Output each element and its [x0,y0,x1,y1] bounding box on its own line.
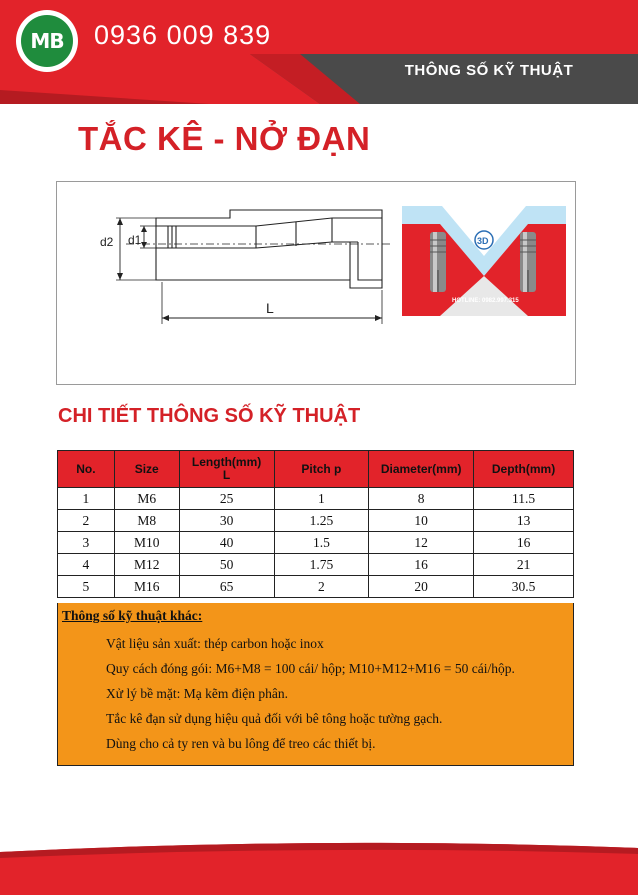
spec-line-packaging: Quy cách đóng gói: M6+M8 = 100 cái/ hộp; M10+M12+M16 = 50 cái/hộp. [106,661,515,676]
cell-depth: 11.5 [474,488,574,510]
cell-pitch: 1 [274,488,369,510]
dimension-d1-label: d1 [128,233,142,247]
cell-diameter: 12 [369,532,474,554]
technical-drawing [96,196,396,336]
anchor-photo-left [430,232,446,292]
cell-depth: 21 [474,554,574,576]
cell-depth: 16 [474,532,574,554]
cell-pitch: 1.5 [274,532,369,554]
cell-no: 5 [58,576,115,598]
spec-line-application: Dùng cho cả ty ren và bu lông để treo các thiết bị. [106,736,376,751]
cell-length: 50 [179,554,274,576]
header-pitch: Pitch p [274,451,369,488]
table-header-row [58,451,574,488]
cell-pitch: 2 [274,576,369,598]
cell-size: M6 [114,488,179,510]
spec-line-surface: Xử lý bề mặt: Mạ kẽm điện phân. [106,686,289,701]
brand-logo [16,10,78,72]
header-length-label: Length(mm) [191,455,262,469]
cell-pitch: 1.25 [274,510,369,532]
product-title: TẮC KÊ - NỞ ĐẠN [78,120,371,157]
header-diameter: Diameter(mm) [369,451,474,488]
product-photo [402,206,566,316]
cell-depth: 13 [474,510,574,532]
cell-pitch: 1.75 [274,554,369,576]
cell-diameter: 20 [369,576,474,598]
header-depth: Depth(mm) [474,451,574,488]
anchor-photo-right [520,232,536,292]
header-section-label: THÔNG SỐ KỸ THUẬT [404,62,574,79]
cell-size: M12 [114,554,179,576]
cell-length: 40 [179,532,274,554]
other-specs-box [57,603,574,766]
header-decoration [0,0,638,104]
cell-no: 2 [58,510,115,532]
dimension-d2-label: d2 [100,235,114,249]
header-length [179,451,274,488]
cell-no: 4 [58,554,115,576]
cell-diameter: 10 [369,510,474,532]
other-specs-title: Thông số kỹ thuật khác: [62,608,203,623]
cell-size: M8 [114,510,179,532]
spec-line-usage: Tắc kê đạn sử dụng hiệu quả đối với bê tông hoặc tường gạch. [106,711,443,726]
dimension-L-label: L [266,300,274,316]
header-size: Size [114,451,179,488]
photo-3d-badge: 3D [477,236,489,246]
logo-text: MB [21,15,73,67]
spec-line-material: Vật liệu sản xuất: thép carbon hoặc inox [106,636,324,651]
table-row [58,488,574,510]
spec-table [57,450,574,598]
cell-length: 65 [179,576,274,598]
cell-diameter: 16 [369,554,474,576]
header-length-sub: L [222,468,231,482]
details-title: CHI TIẾT THÔNG SỐ KỸ THUẬT [58,405,361,427]
header-no: No. [58,451,115,488]
cell-length: 30 [179,510,274,532]
table-row [58,532,574,554]
cell-no: 3 [58,532,115,554]
table-row [58,576,574,598]
cell-size: M16 [114,576,179,598]
cell-no: 1 [58,488,115,510]
footer-band [0,842,638,895]
cell-diameter: 8 [369,488,474,510]
table-row [58,554,574,576]
cell-depth: 30.5 [474,576,574,598]
cell-length: 25 [179,488,274,510]
table-row [58,510,574,532]
phone-number[interactable]: 0936 009 839 [94,20,272,50]
photo-hotline: HOTLINE: 0982.997.315 [452,298,519,304]
cell-size: M10 [114,532,179,554]
